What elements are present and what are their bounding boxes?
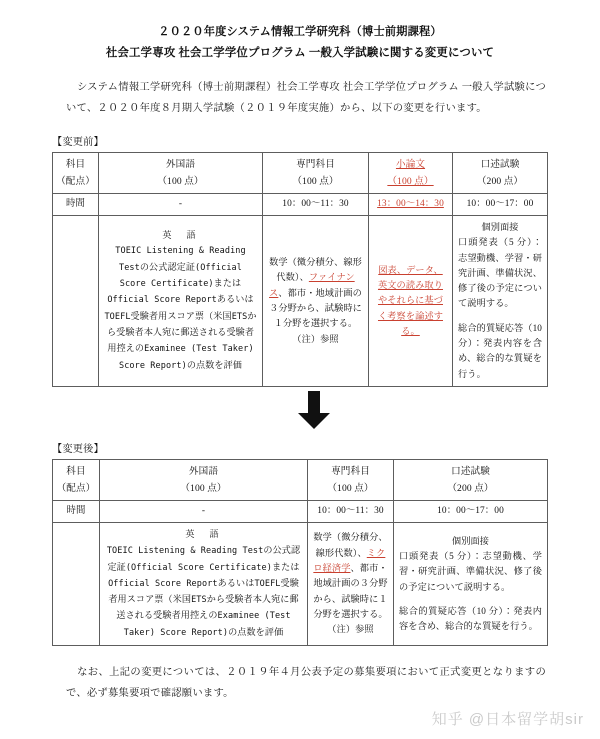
table-row — [53, 216, 548, 387]
foreign-e: Official Score Report — [107, 295, 217, 306]
down-arrow-icon — [296, 391, 332, 429]
foreign-a: TOEIC Listening & Reading Test — [106, 546, 264, 557]
foreign-f: あるいは — [216, 294, 254, 305]
major-post: 、都市・地域計画の３分野から、試験時に１分野を選択する。（注）参照 — [313, 563, 388, 635]
header-major-subject — [263, 153, 369, 194]
footer-note — [66, 662, 546, 704]
header-subject-line1: 科目 — [65, 159, 86, 170]
header-foreign-line2: （100 点） — [157, 176, 204, 187]
transition-arrow-area — [0, 387, 600, 431]
table-row — [53, 459, 548, 500]
foreign-h: 受験者用スコア票（米国 — [108, 577, 299, 605]
time-major: 10：00〜11：30 — [308, 500, 394, 522]
header-subject — [53, 459, 100, 500]
oral-paragraph-2: 総合的質疑応答（10 分）：発表内容を含め、総合的な質疑を行う。 — [399, 605, 542, 632]
foreign-i: ETS — [231, 311, 248, 322]
header-oral-exam — [394, 459, 548, 500]
time-foreign: - — [100, 500, 308, 522]
major-post: 、都市・地域計画の３分野から、試験時に１分野を選択する。（注）参照 — [269, 287, 362, 344]
table-after — [52, 459, 548, 646]
header-foreign-language — [99, 153, 263, 194]
header-major-line1: 専門科目 — [296, 159, 335, 170]
time-essay: 13：00〜14：30 — [369, 194, 453, 216]
title-line-2: 社会工学専攻 社会工学学位プログラム 一般入学試験に関する変更について — [105, 47, 495, 59]
oral-heading: 個別面接 — [451, 535, 490, 546]
foreign-b: の公式認定証 — [107, 545, 301, 572]
table-before — [52, 152, 548, 387]
table-row — [53, 522, 548, 645]
foreign-j: から受験者本人宛に郵送される受験者用控えの — [106, 310, 257, 354]
header-major-line2: （100 点） — [327, 482, 374, 494]
foreign-c: (Official Score Certificate) — [125, 562, 272, 573]
time-major: 10：00〜11：30 — [263, 194, 369, 216]
oral-spacer — [399, 595, 542, 604]
time-oral: 10：00〜17：00 — [394, 500, 548, 522]
oral-paragraph-1: 口頭発表（5 分）：志望動機、学習・研究計画、準備状況、修了後の予定について説明する。 — [399, 550, 542, 592]
major-red-term: ファイナンス — [269, 272, 355, 298]
foreign-b: の公式認定証 — [139, 261, 196, 272]
foreign-h: 受験者用スコア票（米国 — [130, 310, 232, 321]
body-foreign-language — [99, 216, 263, 387]
header-foreign-line1: 外国語 — [188, 465, 219, 477]
foreign-l: の点数を評価 — [186, 359, 242, 370]
header-subject-line1: 科目 — [66, 465, 86, 477]
table-row — [53, 194, 548, 216]
foreign-heading: 英 語 — [185, 528, 222, 539]
foreign-g: TOEFL — [104, 311, 131, 322]
header-foreign-line1: 外国語 — [165, 159, 196, 170]
header-essay-line2: （100 点） — [387, 176, 434, 187]
body-major-subject — [308, 522, 394, 645]
time-row-label: 時間 — [53, 194, 99, 216]
foreign-e: Official Score Report — [108, 578, 218, 589]
header-major-subject — [308, 459, 394, 500]
time-foreign: - — [99, 194, 263, 216]
watermark: 知乎 @日本留学胡sir — [431, 711, 584, 728]
foreign-g: TOEFL — [254, 578, 281, 589]
foreign-l: の点数を評価 — [228, 626, 284, 637]
body-essay — [369, 216, 453, 387]
foreign-c: (Official Score Certificate) — [119, 262, 242, 290]
header-oral-line2: （200 点） — [476, 176, 524, 187]
intro-text: システム情報工学研究科（博士前期課程）社会工学専攻 社会工学学位プログラム 一般入学試験について、２０２０年度８月期入学試験（２０１９年度実施）から、以下の変更を行います。 — [66, 82, 546, 114]
oral-heading: 個別面接 — [481, 222, 519, 232]
time-row-label: 時間 — [53, 500, 100, 522]
foreign-k: Examinee (Test Taker) Score Report) — [123, 611, 291, 638]
header-foreign-language — [100, 459, 308, 500]
major-pre: 数学（微分積分、線形代数）、 — [313, 532, 388, 558]
header-major-line1: 専門科目 — [331, 465, 370, 477]
header-foreign-line2: （100 点） — [180, 482, 227, 494]
oral-paragraph-1: 口頭発表（5 分）：志望動機、学習・研究計画、準備状況、修了後の予定について説明する。 — [458, 237, 542, 309]
footer-text: なお、上記の変更については、２０１９年４月公表予定の募集要項において正式変更となりますので、必ず募集要項で確認願います。 — [66, 667, 546, 700]
body-oral-exam — [453, 216, 548, 387]
intro-paragraph — [66, 77, 546, 119]
header-subject-line2: （配点） — [56, 482, 96, 494]
foreign-i: ETS — [191, 595, 207, 606]
foreign-k: Examinee (Test Taker) Score Report) — [119, 344, 254, 371]
section-label-before: 【変更前】 — [52, 137, 104, 148]
foreign-d: または — [271, 561, 300, 572]
foreign-j: から受験者本人宛に郵送される受験者用控えの — [116, 594, 299, 621]
foreign-a: TOEIC Listening & Reading Test — [115, 246, 246, 273]
body-subject-empty — [53, 216, 99, 387]
foreign-d: または — [213, 278, 242, 289]
header-essay-line1: 小論文 — [395, 159, 426, 170]
major-pre: 数学（微分積分、線形代数）、 — [269, 257, 362, 283]
document-title — [0, 0, 600, 64]
header-oral-line1: 口述試験 — [480, 159, 520, 170]
essay-text: 図表、データ、英文の読み取りやそれらに基づく考察を論述する。 — [377, 264, 443, 336]
table-row — [53, 500, 548, 522]
oral-paragraph-2: 総合的質疑応答（10 分）：発表内容を含め、総合的な質疑を行う。 — [458, 322, 542, 379]
header-subject — [53, 153, 99, 194]
header-oral-exam — [453, 153, 548, 194]
foreign-f: あるいは — [217, 577, 255, 588]
header-essay — [369, 153, 453, 194]
title-line-1: ２０２０年度システム情報工学研究科（博士前期課程） — [158, 26, 442, 38]
body-foreign-language — [100, 522, 308, 645]
header-subject-line2: （配点） — [56, 176, 95, 187]
header-oral-line2: （200 点） — [447, 482, 494, 494]
oral-spacer — [458, 312, 542, 321]
body-subject-empty — [53, 522, 100, 645]
body-major-subject — [263, 216, 369, 387]
section-label-after: 【変更後】 — [52, 443, 104, 455]
time-oral: 10：00〜17：00 — [453, 194, 548, 216]
header-oral-line1: 口述試験 — [451, 465, 490, 477]
foreign-heading: 英 語 — [162, 230, 199, 241]
major-red-term: ミクロ経済学 — [313, 547, 386, 574]
body-oral-exam — [394, 522, 548, 645]
header-major-line2: （100 点） — [292, 176, 339, 187]
table-row — [53, 153, 548, 194]
